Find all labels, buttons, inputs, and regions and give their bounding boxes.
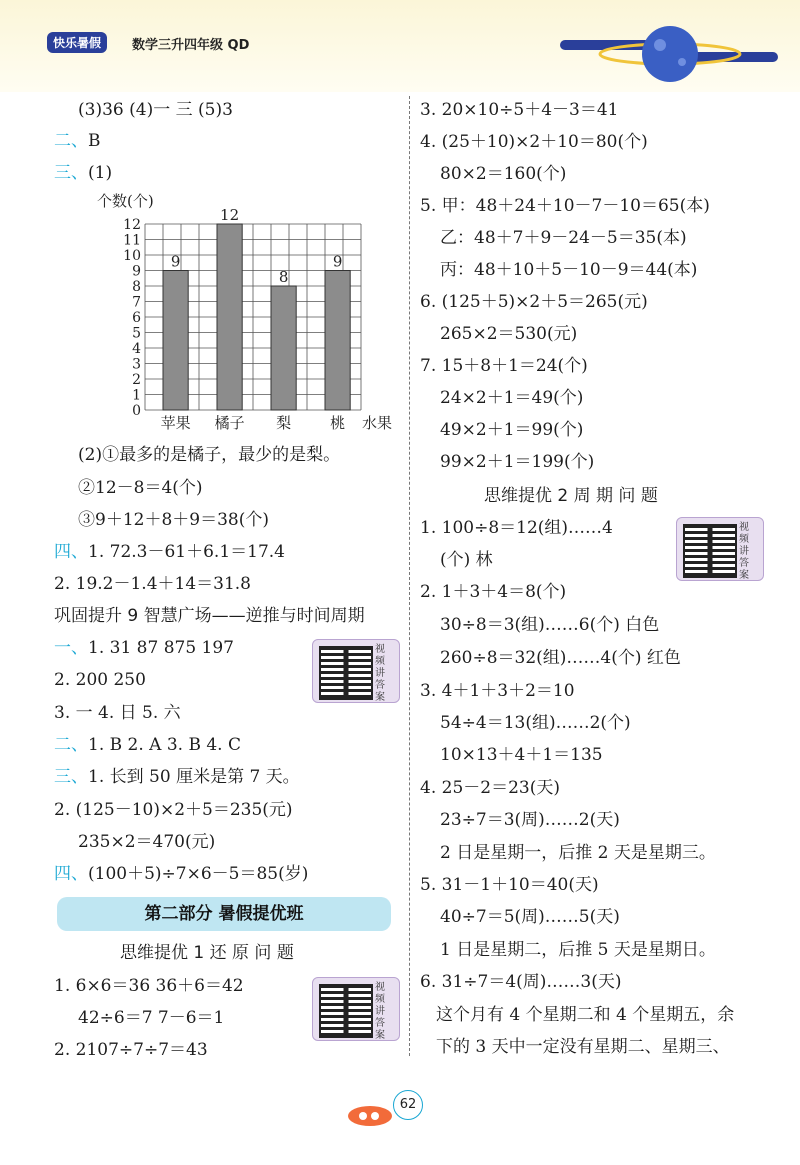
qr-code-card[interactable]	[676, 517, 764, 581]
answer-line: 265×2＝530(元)	[440, 324, 578, 344]
answer-line: 2. 200 250	[54, 670, 146, 690]
answer-line: 2 日是星期一，后推 2 天是星期三。	[440, 843, 716, 863]
answer-line: 这个月有 4 个星期二和 4 个星期五，余	[436, 1005, 735, 1025]
answer-line: (3)36 (4)一 三 (5)3	[78, 100, 233, 120]
section-marker: 二、	[54, 735, 88, 755]
answer-line: ③9＋12＋8＋9＝38(个)	[78, 510, 269, 530]
answer-line: 54÷4＝13(组)……2(个)	[440, 713, 631, 733]
section-marker: 三、	[54, 163, 88, 183]
answer-text: B	[88, 131, 101, 151]
answer-line: 10×13＋4＋1＝135	[440, 745, 603, 765]
answer-line: 24×2＋1＝49(个)	[440, 388, 584, 408]
answer-line: (2)①最多的是橘子，最少的是梨。	[78, 445, 341, 465]
answer-line: 4. 25－2＝23(天)	[420, 778, 560, 798]
section-marker: 三、	[54, 767, 88, 787]
y-tick-label: 9	[132, 263, 141, 280]
y-tick-label: 11	[123, 232, 141, 249]
y-tick-label: 4	[132, 341, 141, 357]
section-title: 思维提优 1 还 原 问 题	[120, 943, 294, 963]
answer-line: 260÷8＝32(组)……4(个) 红色	[440, 648, 681, 668]
y-axis-label: 个数(个)	[97, 192, 154, 210]
x-tick-label: 梨	[276, 414, 292, 432]
answer-line: 3. 一 4. 日 5. 六	[54, 703, 181, 723]
answer-line: 乙：48＋7＋9－24－5＝35(本)	[440, 228, 687, 248]
y-tick-label: 6	[132, 310, 141, 326]
answer-line	[54, 162, 112, 184]
answer-line	[54, 766, 300, 788]
answer-text: 1. 31 87 875 197	[88, 638, 234, 658]
answer-line: 6. (125＋5)×2＋5＝265(元)	[420, 292, 648, 312]
y-tick-label: 12	[123, 217, 141, 233]
answer-line: 下的 3 天中一定没有星期二、星期三、	[436, 1037, 730, 1057]
answer-line: (个) 林	[440, 550, 493, 570]
answer-line: 30÷8＝3(组)……6(个) 白色	[440, 615, 660, 635]
qr-code-card[interactable]	[312, 977, 400, 1041]
answer-line: 42÷6＝7 7－6＝1	[78, 1008, 225, 1028]
bar-value-label: 12	[220, 206, 240, 224]
planet-illustration	[560, 12, 780, 92]
y-tick-label: 1	[132, 387, 141, 404]
qr-label: 视频讲答案	[375, 982, 385, 1041]
book-logo: 快乐暑假	[47, 32, 107, 53]
answer-line	[54, 863, 308, 885]
bar-value-label: 9	[332, 252, 343, 271]
answer-line	[54, 637, 234, 659]
answer-line: 80×2＝160(个)	[440, 164, 567, 184]
answer-line: 2. 1＋3＋4＝8(个)	[420, 582, 567, 602]
answer-line: 40÷7＝5(周)……5(天)	[440, 907, 620, 927]
answer-text: (100＋5)÷7×6－5＝85(岁)	[88, 864, 309, 884]
bar-桃	[325, 271, 350, 411]
section-marker: 四、	[54, 864, 88, 884]
answer-line: 5. 31－1＋10＝40(天)	[420, 875, 599, 895]
answer-text: (1)	[88, 163, 113, 183]
book-subtitle: 数学三升四年级 QD	[132, 38, 250, 53]
answer-text: 1. B 2. A 3. B 4. C	[88, 735, 241, 755]
answer-line: 2. (125－10)×2＋5＝235(元)	[54, 800, 293, 820]
y-tick-label: 2	[132, 372, 141, 388]
page-number: 62	[393, 1090, 423, 1120]
answer-line: 1. 6×6＝36 36＋6＝42	[54, 976, 244, 996]
column-divider	[409, 96, 410, 1056]
answer-line: 23÷7＝3(周)……2(天)	[440, 810, 620, 830]
answer-line: 1 日是星期二，后推 5 天是星期日。	[440, 940, 716, 960]
y-tick-label: 0	[132, 403, 141, 419]
bar-梨	[271, 286, 296, 410]
answer-line: 丙：48＋10＋5－10－9＝44(本)	[440, 260, 698, 280]
qr-code-card[interactable]	[312, 639, 400, 703]
x-tick-label: 桃	[330, 414, 346, 432]
section-marker: 二、	[54, 131, 88, 151]
fruit-bar-chart	[95, 188, 405, 433]
part-banner: 第二部分 暑假提优班	[57, 897, 391, 931]
y-tick-label: 7	[132, 294, 141, 311]
answer-line: 4. (25＋10)×2＋10＝80(个)	[420, 132, 648, 152]
section-marker: 一、	[54, 638, 88, 658]
bar-苹果	[163, 271, 188, 411]
x-axis-label: 水果	[361, 414, 393, 432]
answer-line: 6. 31÷7＝4(周)……3(天)	[420, 972, 622, 992]
y-tick-label: 10	[123, 248, 141, 264]
qr-code-icon	[683, 524, 737, 578]
y-tick-label: 3	[132, 356, 141, 373]
answer-text: 1. 长到 50 厘米是第 7 天。	[88, 767, 300, 787]
qr-code-icon	[319, 646, 373, 700]
answer-line: 2. 2107÷7÷7＝43	[54, 1040, 208, 1060]
bar-value-label: 9	[170, 252, 181, 271]
answer-line	[54, 734, 241, 756]
answer-line: 5. 甲：48＋24＋10－7－10＝65(本)	[420, 196, 710, 216]
y-tick-label: 8	[132, 279, 141, 295]
answer-line: 235×2＝470(元)	[78, 832, 216, 852]
qr-code-icon	[319, 984, 373, 1038]
bar-value-label: 8	[278, 268, 289, 286]
answer-line: ②12－8＝4(个)	[78, 478, 203, 498]
x-tick-label: 苹果	[160, 414, 191, 432]
answer-line: 3. 4＋1＋3＋2＝10	[420, 681, 575, 701]
answer-line: 7. 15＋8＋1＝24(个)	[420, 356, 588, 376]
answer-text: 1. 72.3－61＋6.1＝17.4	[88, 542, 285, 562]
answer-line: 99×2＋1＝199(个)	[440, 452, 595, 472]
section-title: 思维提优 2 周 期 问 题	[484, 486, 658, 506]
qr-label: 视频讲答案	[375, 644, 385, 703]
answer-line: 2. 19.2－1.4＋14＝31.8	[54, 574, 251, 594]
submarine-icon	[345, 1098, 395, 1128]
section-marker: 四、	[54, 542, 88, 562]
bar-橘子	[217, 224, 242, 410]
answer-line: 1. 100÷8＝12(组)……4	[420, 518, 613, 538]
answer-line	[54, 541, 285, 563]
answer-line	[54, 130, 101, 152]
section-title: 巩固提升 9 智慧广场——逆推与时间周期	[54, 606, 365, 626]
qr-label: 视频讲答案	[739, 522, 749, 581]
answer-line: 49×2＋1＝99(个)	[440, 420, 584, 440]
answer-line: 3. 20×10÷5＋4－3＝41	[420, 100, 619, 120]
x-tick-label: 橘子	[214, 414, 245, 432]
y-tick-label: 5	[132, 325, 141, 342]
